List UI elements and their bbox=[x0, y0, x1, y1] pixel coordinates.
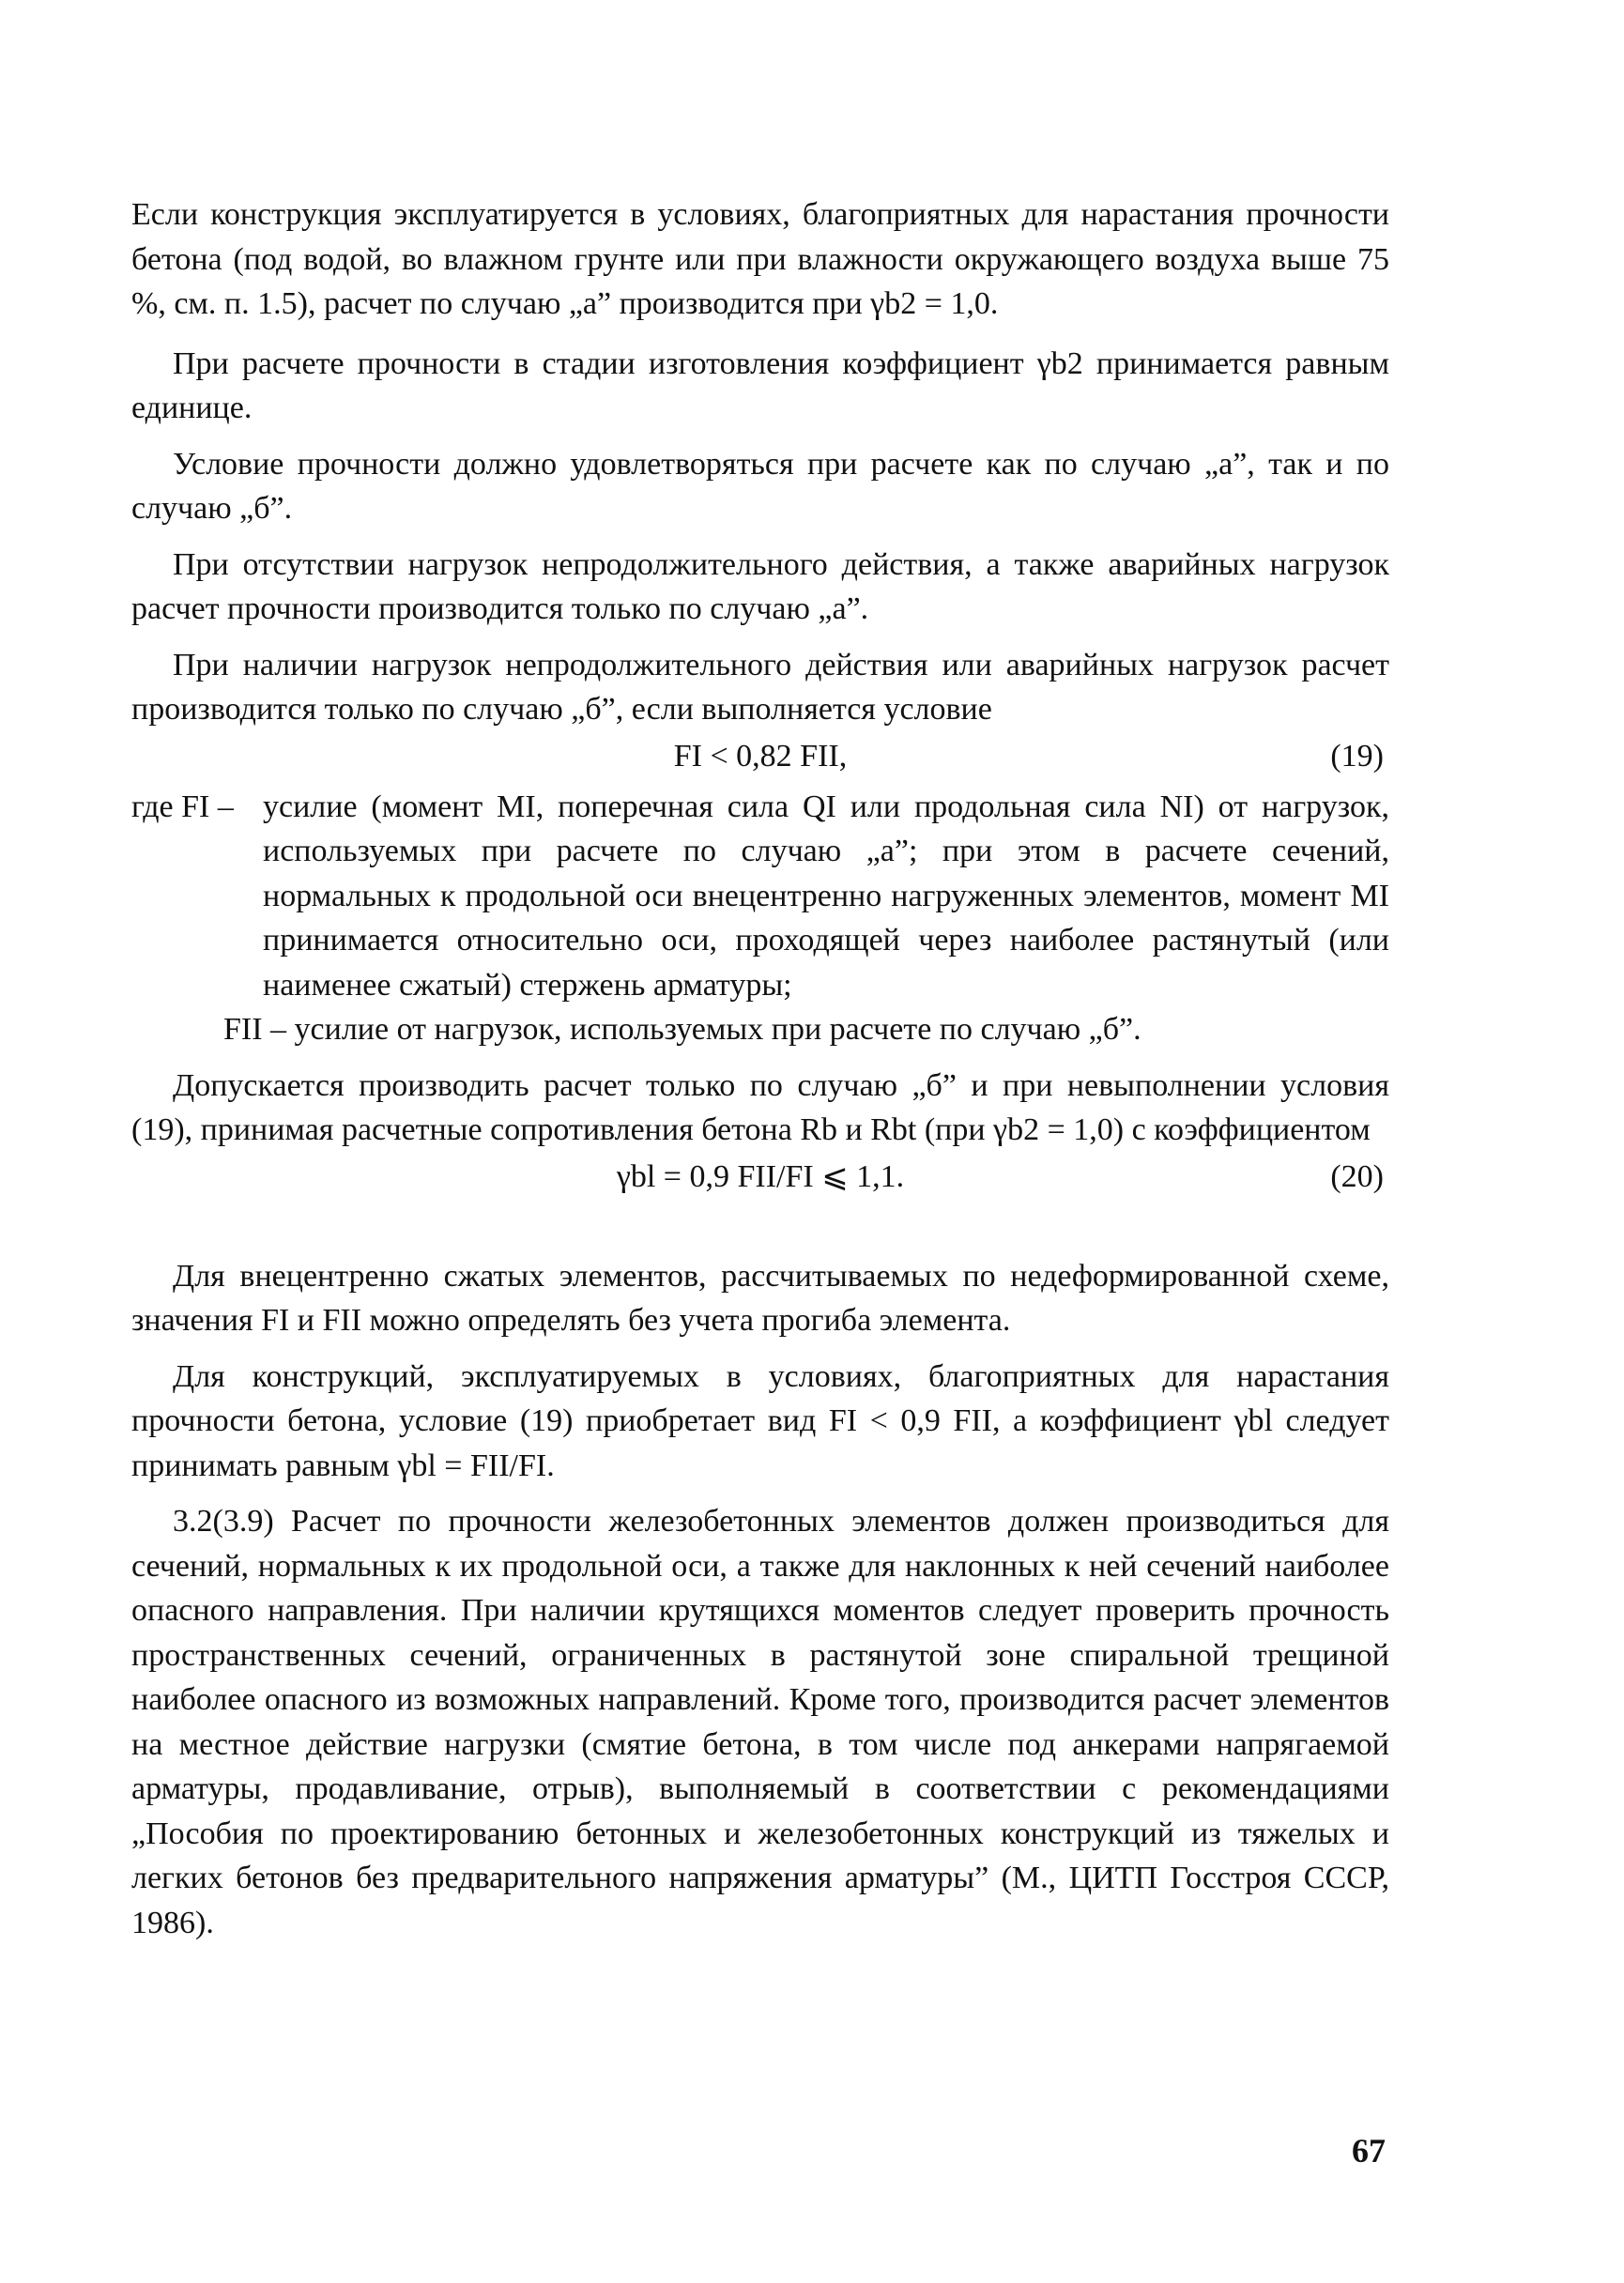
paragraph-allowed-calculation: Допускается производить расчет только по случаю „б” и при невыполнении условия (19), принимая расчетные сопротивления бетона Rb и Rbt (при γb2 = 1,0) с коэффициентом bbox=[131, 1067, 1389, 1147]
where-block bbox=[131, 785, 1389, 1008]
paragraph-favorable-conditions: Если конструкция эксплуатируется в условиях, благоприятных для нарастания прочности бетона (под водой, во влажном грунте или при влажности окружающего воздуха выше 75 %, см. п. 1.5), расчет по случаю „а” производится при γb2 = 1,0. bbox=[131, 197, 1389, 321]
paragraph-section-3-2: 3.2(3.9) Расчет по прочности железобетонных элементов должен производиться для сечений, нормальных к их продольной оси, а также для наклонных к ней сечений наиболее опасного направления. При наличии крутящихся моментов следует проверить прочность пространственных сечений, ограниченных в растянутой зоне спиральной трещиной наиболее опасного из возможных направлений. Кроме того, производится расчет элементов на местное действие нагрузки (смятие бетона, в том числе под анкерами напрягаемой арматуры, продавливание, отрыв), выполняемый в соответствии с рекомендациями „Пособия по проектированию бетонных и железобетонных конструкций из тяжелых и легких бетонов без предварительного напряжения арматуры” (М., ЦИТП Госстроя СССР, 1986). bbox=[131, 1504, 1389, 1940]
paragraph-manufacturing-stage: При расчете прочности в стадии изготовления коэффициент γb2 принимается равным единице. bbox=[131, 345, 1389, 425]
paragraph-favorable-structures: Для конструкций, эксплуатируемых в условиях, благоприятных для нарастания прочности бетона, условие (19) приобретает вид FI < 0,9 FII, а коэффициент γbl следует принимать равным γbl = FII/FI. bbox=[131, 1358, 1389, 1483]
formula-19 bbox=[131, 734, 1389, 779]
formula-19-expression: FI < 0,82 FII, bbox=[673, 738, 848, 774]
formula-20-expression: γbl = 0,9 FII/FI ⩽ 1,1. bbox=[616, 1158, 905, 1194]
formula-20-number: (20) bbox=[1330, 1158, 1384, 1194]
paragraph-no-short-loads: При отсутствии нагрузок непродолжительного действия, а также аварийных нагрузок расчет прочности производится только по случаю „а”. bbox=[131, 546, 1389, 626]
paragraph-strength-condition: Условие прочности должно удовлетворяться при расчете как по случаю „а”, так и по случаю „б”. bbox=[131, 446, 1389, 526]
text-column bbox=[131, 192, 1389, 1945]
where-definition-fii: FII – усилие от нагрузок, используемых при расчете по случаю „б”. bbox=[223, 1012, 1141, 1047]
where-label: где FI – bbox=[131, 789, 234, 824]
formula-20 bbox=[131, 1155, 1389, 1200]
paragraph-short-loads: При наличии нагрузок непродолжительного действия или аварийных нагрузок расчет производится только по случаю „б”, если выполняется условие bbox=[131, 647, 1389, 727]
formula-19-number: (19) bbox=[1330, 738, 1384, 774]
page-number: 67 bbox=[1352, 2132, 1386, 2169]
where-definition-fi: усилие (момент MI, поперечная сила QI или продольная сила NI) от нагрузок, используемых при расчете по случаю „а”; при этом в расчете сечений, нормальных к продольной оси внецентренно нагруженных элементов, момент MI принимается относительно оси, проходящей через наиболее растянутый (или наименее сжатый) стержень арматуры; bbox=[263, 789, 1389, 1003]
paragraph-eccentric-elements: Для внецентренно сжатых элементов, рассчитываемых по недеформированной схеме, значения FI и FII можно определять без учета прогиба элемента. bbox=[131, 1258, 1389, 1338]
